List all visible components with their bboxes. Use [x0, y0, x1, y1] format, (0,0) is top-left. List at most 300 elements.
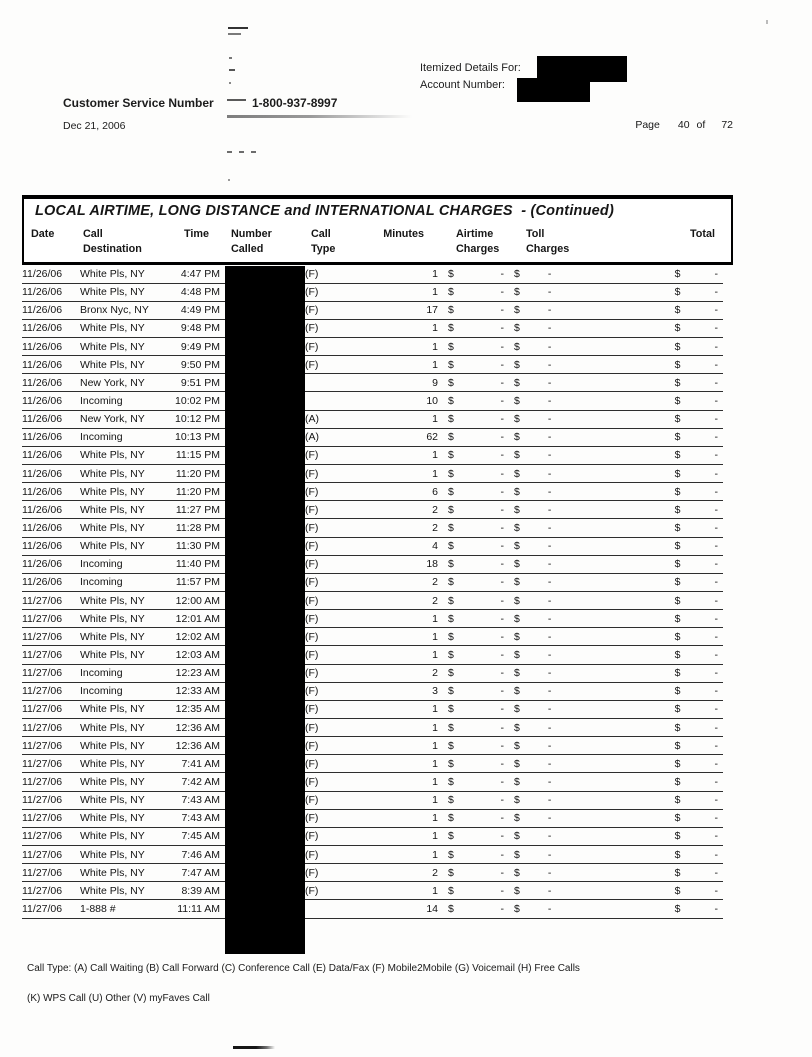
table-row: [22, 646, 723, 664]
currency-symbol: $: [448, 304, 454, 317]
zero-charge: -: [714, 358, 718, 371]
currency-symbol: $: [514, 757, 520, 770]
toll-charge-cell: [512, 483, 624, 501]
currency-symbol: $: [514, 794, 520, 807]
zero-charge: -: [547, 395, 552, 408]
time-cell: 7:47 AM: [170, 864, 220, 882]
table-row: [22, 864, 723, 882]
minutes-cell: 2: [362, 501, 438, 519]
currency-symbol: $: [514, 848, 520, 861]
zero-charge: -: [500, 703, 504, 716]
currency-symbol: $: [674, 267, 681, 280]
airtime-charge-cell: [438, 592, 512, 610]
currency-symbol: $: [674, 576, 681, 589]
zero-charge: -: [500, 884, 504, 897]
zero-charge: -: [500, 322, 504, 335]
destination-cell: Incoming: [80, 428, 170, 446]
zero-charge: -: [547, 304, 552, 317]
zero-charge: -: [500, 649, 504, 662]
time-cell: 12:36 AM: [170, 737, 220, 755]
date-cell: 11/27/06: [22, 628, 80, 646]
minutes-cell: 14: [362, 900, 438, 918]
currency-symbol: $: [448, 830, 454, 843]
call-type-cell: (F): [305, 610, 362, 628]
table-row: [22, 737, 723, 755]
currency-symbol: $: [514, 395, 520, 408]
zero-charge: -: [500, 431, 504, 444]
column-header-call: Call Type: [311, 228, 336, 255]
airtime-charge-cell: [438, 628, 512, 646]
toll-charge-cell: [512, 846, 624, 864]
airtime-charge-cell: [438, 356, 512, 374]
table-row: [22, 428, 723, 446]
call-type-cell: (F): [305, 501, 362, 519]
date-cell: 11/26/06: [22, 265, 80, 283]
zero-charge: -: [714, 576, 718, 589]
airtime-charge-cell: [438, 900, 512, 918]
zero-charge: -: [547, 449, 552, 462]
currency-symbol: $: [514, 503, 520, 516]
zero-charge: -: [547, 830, 552, 843]
call-type-cell: (F): [305, 700, 362, 718]
time-cell: 7:41 AM: [170, 755, 220, 773]
date-cell: 11/26/06: [22, 283, 80, 301]
total-charge-cell: [624, 592, 723, 610]
time-cell: 7:42 AM: [170, 773, 220, 791]
zero-charge: -: [714, 794, 718, 807]
destination-cell: White Pls, NY: [80, 356, 170, 374]
airtime-charge-cell: [438, 374, 512, 392]
currency-symbol: $: [448, 884, 454, 897]
airtime-charge-cell: [438, 465, 512, 483]
call-type-cell: (F): [305, 864, 362, 882]
toll-charge-cell: [512, 882, 624, 900]
airtime-charge-cell: [438, 737, 512, 755]
table-row: [22, 537, 723, 555]
time-cell: 9:51 PM: [170, 374, 220, 392]
zero-charge: -: [500, 540, 504, 553]
zero-charge: -: [714, 340, 718, 353]
time-cell: 12:01 AM: [170, 610, 220, 628]
zero-charge: -: [547, 431, 552, 444]
currency-symbol: $: [448, 739, 454, 752]
toll-charge-cell: [512, 537, 624, 555]
zero-charge: -: [547, 413, 552, 426]
zero-charge: -: [547, 612, 552, 625]
table-row: [22, 392, 723, 410]
destination-cell: White Pls, NY: [80, 283, 170, 301]
currency-symbol: $: [514, 413, 520, 426]
column-header-number: Number Called: [231, 228, 272, 255]
table-row: [22, 338, 723, 356]
call-type-cell: (F): [305, 755, 362, 773]
zero-charge: -: [547, 267, 552, 280]
minutes-cell: 1: [362, 338, 438, 356]
destination-cell: Incoming: [80, 555, 170, 573]
minutes-cell: 4: [362, 537, 438, 555]
airtime-charge-cell: [438, 773, 512, 791]
account-number-label: Account Number:: [420, 79, 505, 91]
date-cell: 11/26/06: [22, 319, 80, 337]
call-type-cell: (F): [305, 356, 362, 374]
airtime-charge-cell: [438, 446, 512, 464]
zero-charge: -: [547, 630, 552, 643]
minutes-cell: 1: [362, 773, 438, 791]
toll-charge-cell: [512, 428, 624, 446]
airtime-charge-cell: [438, 501, 512, 519]
airtime-charge-cell: [438, 864, 512, 882]
destination-cell: White Pls, NY: [80, 700, 170, 718]
total-charge-cell: [624, 755, 723, 773]
call-type-cell: (A): [305, 428, 362, 446]
currency-symbol: $: [448, 540, 454, 553]
zero-charge: -: [714, 467, 718, 480]
column-header-minutes: Minutes: [383, 228, 424, 240]
call-type-cell: (F): [305, 465, 362, 483]
date-cell: 11/27/06: [22, 719, 80, 737]
minutes-cell: 1: [362, 846, 438, 864]
total-charge-cell: [624, 573, 723, 591]
zero-charge: -: [547, 721, 552, 734]
minutes-cell: 18: [362, 555, 438, 573]
currency-symbol: $: [674, 848, 681, 861]
table-row: [22, 610, 723, 628]
table-row: [22, 519, 723, 537]
total-charge-cell: [624, 773, 723, 791]
time-cell: 12:00 AM: [170, 592, 220, 610]
minutes-cell: 9: [362, 374, 438, 392]
destination-cell: White Pls, NY: [80, 610, 170, 628]
destination-cell: White Pls, NY: [80, 628, 170, 646]
currency-symbol: $: [514, 358, 520, 371]
destination-cell: White Pls, NY: [80, 882, 170, 900]
total-charge-cell: [624, 319, 723, 337]
minutes-cell: 17: [362, 301, 438, 319]
call-type-cell: (F): [305, 446, 362, 464]
minutes-cell: 1: [362, 719, 438, 737]
zero-charge: -: [714, 449, 718, 462]
total-charge-cell: [624, 446, 723, 464]
total-charge-cell: [624, 374, 723, 392]
time-cell: 4:48 PM: [170, 283, 220, 301]
call-type-cell: (F): [305, 773, 362, 791]
table-row: [22, 374, 723, 392]
date-cell: 11/27/06: [22, 846, 80, 864]
table-row: [22, 809, 723, 827]
toll-charge-cell: [512, 410, 624, 428]
date-cell: 11/27/06: [22, 592, 80, 610]
customer-service-label: Customer Service Number: [63, 96, 214, 110]
currency-symbol: $: [448, 413, 454, 426]
currency-symbol: $: [514, 649, 520, 662]
time-cell: 10:13 PM: [170, 428, 220, 446]
time-cell: 12:23 AM: [170, 664, 220, 682]
toll-charge-cell: [512, 392, 624, 410]
time-cell: 4:47 PM: [170, 265, 220, 283]
currency-symbol: $: [514, 376, 520, 389]
destination-cell: White Pls, NY: [80, 755, 170, 773]
total-charge-cell: [624, 392, 723, 410]
zero-charge: -: [500, 902, 504, 915]
table-row: [22, 628, 723, 646]
total-charge-cell: [624, 628, 723, 646]
table-row: [22, 265, 723, 283]
table-title: LOCAL AIRTIME, LONG DISTANCE and INTERNATIONAL CHARGES - (Continued): [35, 203, 615, 219]
currency-symbol: $: [448, 612, 454, 625]
zero-charge: -: [714, 739, 718, 752]
minutes-cell: 1: [362, 283, 438, 301]
zero-charge: -: [547, 322, 552, 335]
currency-symbol: $: [514, 703, 520, 716]
currency-symbol: $: [674, 685, 681, 698]
date-cell: 11/27/06: [22, 610, 80, 628]
currency-symbol: $: [514, 576, 520, 589]
time-cell: 10:12 PM: [170, 410, 220, 428]
minutes-cell: 1: [362, 827, 438, 845]
time-cell: 7:43 AM: [170, 791, 220, 809]
airtime-charge-cell: [438, 882, 512, 900]
date-cell: 11/27/06: [22, 827, 80, 845]
zero-charge: -: [547, 848, 552, 861]
time-cell: 8:39 AM: [170, 882, 220, 900]
date-cell: 11/27/06: [22, 700, 80, 718]
minutes-cell: 2: [362, 664, 438, 682]
toll-charge-cell: [512, 592, 624, 610]
time-cell: 11:15 PM: [170, 446, 220, 464]
currency-symbol: $: [448, 902, 454, 915]
table-row: [22, 465, 723, 483]
column-header-toll: Toll Charges: [526, 228, 570, 255]
call-type-cell: (F): [305, 319, 362, 337]
currency-symbol: $: [674, 467, 681, 480]
toll-charge-cell: [512, 555, 624, 573]
total-charge-cell: [624, 265, 723, 283]
currency-symbol: $: [448, 776, 454, 788]
minutes-cell: 1: [362, 700, 438, 718]
date-cell: 11/26/06: [22, 338, 80, 356]
date-cell: 11/27/06: [22, 900, 80, 918]
call-type-cell: (F): [305, 682, 362, 700]
page-count: 72: [721, 119, 733, 131]
time-cell: 7:43 AM: [170, 809, 220, 827]
call-type-cell: (F): [305, 846, 362, 864]
minutes-cell: 1: [362, 646, 438, 664]
zero-charge: -: [500, 721, 504, 734]
currency-symbol: $: [514, 522, 520, 535]
airtime-charge-cell: [438, 610, 512, 628]
date-cell: 11/27/06: [22, 882, 80, 900]
currency-symbol: $: [448, 358, 454, 371]
date-cell: 11/27/06: [22, 682, 80, 700]
currency-symbol: $: [448, 576, 454, 589]
total-charge-cell: [624, 519, 723, 537]
currency-symbol: $: [514, 340, 520, 353]
currency-symbol: $: [514, 667, 520, 680]
currency-symbol: $: [448, 558, 454, 571]
total-charge-cell: [624, 338, 723, 356]
scan-artifact: [229, 69, 235, 71]
destination-cell: New York, NY: [80, 410, 170, 428]
zero-charge: -: [547, 540, 552, 553]
toll-charge-cell: [512, 737, 624, 755]
currency-symbol: $: [674, 522, 681, 535]
time-cell: 11:28 PM: [170, 519, 220, 537]
toll-charge-cell: [512, 682, 624, 700]
zero-charge: -: [714, 776, 718, 788]
currency-symbol: $: [514, 485, 520, 498]
call-type-cell: (F): [305, 338, 362, 356]
currency-symbol: $: [514, 739, 520, 752]
currency-symbol: $: [514, 594, 520, 607]
time-cell: 11:57 PM: [170, 573, 220, 591]
airtime-charge-cell: [438, 664, 512, 682]
airtime-charge-cell: [438, 537, 512, 555]
destination-cell: Incoming: [80, 392, 170, 410]
currency-symbol: $: [674, 376, 681, 389]
currency-symbol: $: [674, 830, 681, 843]
table-row: [22, 900, 723, 918]
call-type-cell: (F): [305, 882, 362, 900]
date-cell: 11/26/06: [22, 356, 80, 374]
currency-symbol: $: [674, 812, 681, 825]
minutes-cell: 3: [362, 682, 438, 700]
destination-cell: 1-888 #: [80, 900, 170, 918]
call-type-cell: [305, 392, 362, 410]
zero-charge: -: [714, 612, 718, 625]
table-row: [22, 446, 723, 464]
currency-symbol: $: [674, 902, 681, 915]
minutes-cell: 1: [362, 356, 438, 374]
zero-charge: -: [500, 739, 504, 752]
total-charge-cell: [624, 900, 723, 918]
zero-charge: -: [547, 340, 552, 353]
zero-charge: -: [714, 267, 718, 280]
zero-charge: -: [500, 667, 504, 680]
toll-charge-cell: [512, 791, 624, 809]
total-charge-cell: [624, 356, 723, 374]
currency-symbol: $: [514, 630, 520, 643]
airtime-charge-cell: [438, 265, 512, 283]
zero-charge: -: [714, 503, 718, 516]
currency-symbol: $: [448, 848, 454, 861]
currency-symbol: $: [448, 630, 454, 643]
scan-artifact: [228, 33, 241, 35]
total-charge-cell: [624, 791, 723, 809]
toll-charge-cell: [512, 319, 624, 337]
zero-charge: -: [547, 794, 552, 807]
total-charge-cell: [624, 719, 723, 737]
total-charge-cell: [624, 809, 723, 827]
time-cell: 9:48 PM: [170, 319, 220, 337]
destination-cell: Incoming: [80, 573, 170, 591]
call-type-cell: (F): [305, 573, 362, 591]
airtime-charge-cell: [438, 319, 512, 337]
call-type-cell: (F): [305, 301, 362, 319]
table-row: [22, 700, 723, 718]
zero-charge: -: [714, 395, 718, 408]
currency-symbol: $: [674, 866, 681, 879]
scan-artifact: [228, 27, 248, 29]
toll-charge-cell: [512, 301, 624, 319]
zero-charge: -: [500, 848, 504, 861]
call-type-cell: (F): [305, 646, 362, 664]
call-type-cell: [305, 900, 362, 918]
time-cell: 11:30 PM: [170, 537, 220, 555]
minutes-cell: 1: [362, 628, 438, 646]
total-charge-cell: [624, 737, 723, 755]
destination-cell: White Pls, NY: [80, 646, 170, 664]
currency-symbol: $: [674, 794, 681, 807]
total-charge-cell: [624, 483, 723, 501]
table-row: [22, 791, 723, 809]
time-cell: 11:27 PM: [170, 501, 220, 519]
currency-symbol: $: [448, 721, 454, 734]
currency-symbol: $: [448, 757, 454, 770]
zero-charge: -: [714, 558, 718, 571]
date-cell: 11/26/06: [22, 465, 80, 483]
currency-symbol: $: [448, 322, 454, 335]
itemized-details-label: Itemized Details For:: [420, 62, 521, 74]
call-type-cell: [305, 374, 362, 392]
zero-charge: -: [547, 503, 552, 516]
currency-symbol: $: [514, 812, 520, 825]
scan-artifact: [766, 20, 768, 24]
zero-charge: -: [547, 286, 552, 299]
call-type-cell: (F): [305, 265, 362, 283]
date-cell: 11/26/06: [22, 374, 80, 392]
zero-charge: -: [500, 485, 504, 498]
currency-symbol: $: [448, 649, 454, 662]
table-row: [22, 664, 723, 682]
zero-charge: -: [500, 812, 504, 825]
time-cell: 12:02 AM: [170, 628, 220, 646]
zero-charge: -: [500, 594, 504, 607]
date-cell: 11/26/06: [22, 446, 80, 464]
customer-service-number: 1-800-937-8997: [252, 96, 338, 110]
toll-charge-cell: [512, 864, 624, 882]
zero-charge: -: [714, 848, 718, 861]
table-row: [22, 573, 723, 591]
zero-charge: -: [547, 667, 552, 680]
column-header-total: Total: [690, 228, 715, 240]
zero-charge: -: [714, 376, 718, 389]
airtime-charge-cell: [438, 483, 512, 501]
destination-cell: White Pls, NY: [80, 319, 170, 337]
date-cell: 11/26/06: [22, 501, 80, 519]
total-charge-cell: [624, 465, 723, 483]
page-of-label: of: [696, 119, 706, 131]
currency-symbol: $: [448, 503, 454, 516]
table-row: [22, 719, 723, 737]
calls-table: [22, 265, 723, 919]
table-row: [22, 501, 723, 519]
column-headers: [24, 227, 725, 257]
date-cell: 11/26/06: [22, 555, 80, 573]
minutes-cell: 1: [362, 737, 438, 755]
zero-charge: -: [714, 485, 718, 498]
call-type-cell: (F): [305, 719, 362, 737]
zero-charge: -: [500, 522, 504, 535]
zero-charge: -: [547, 376, 552, 389]
minutes-cell: 1: [362, 265, 438, 283]
zero-charge: -: [500, 558, 504, 571]
zero-charge: -: [547, 594, 552, 607]
time-cell: 12:35 AM: [170, 700, 220, 718]
toll-charge-cell: [512, 501, 624, 519]
statement-date: Dec 21, 2006: [63, 120, 126, 132]
airtime-charge-cell: [438, 719, 512, 737]
destination-cell: White Pls, NY: [80, 465, 170, 483]
